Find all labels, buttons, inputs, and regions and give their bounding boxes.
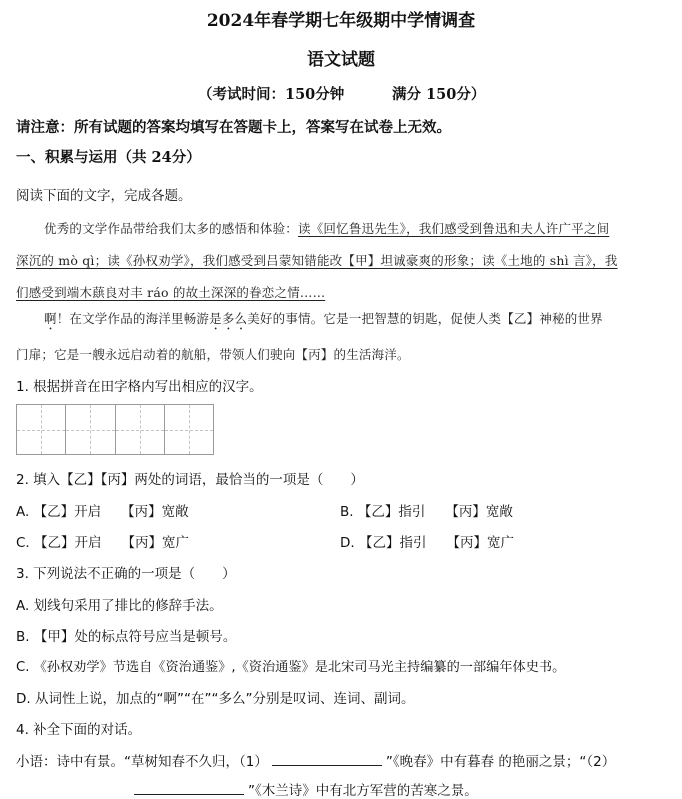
passage-line-4 <box>44 309 603 333</box>
dotted-word-duome: 多么 <box>221 311 248 326</box>
passage-intro: 优秀的文学作品带给我们太多的感悟和体验： <box>44 221 299 236</box>
q4-dialogue-line-2: ”《木兰诗》中有北方军营的苦寒之景。 <box>130 779 478 799</box>
exam-subtitle: 语文试题 <box>307 50 375 70</box>
answer-blank-1[interactable] <box>272 753 382 766</box>
passage-line-2: 深沉的 mò qì；读《孙权劝学》，我们感受到吕蒙知错能改【甲】坦诚豪爽的形象；读《土地的 shì 言》，我 <box>16 253 618 268</box>
grid-cell[interactable] <box>17 405 66 454</box>
question-1: 1. 根据拼音在田字格内写出相应的汉字。 <box>16 379 263 395</box>
exam-title: 2024年春学期七年级期中学情调查 <box>206 11 476 31</box>
passage-line-3: 们感受到端木蕻良对丰 ráo 的故土深深的眷恋之情…… <box>16 285 326 300</box>
q4-dialogue-line-1: 小语：诗中有景。“草树知春不久归，（1） ”《晚春》中有暮春 的艳丽之景；“（2） <box>16 754 616 770</box>
answer-blank-2[interactable] <box>134 782 244 795</box>
underlined-sentence-1: 读《回忆鲁迅先生》，我们感受到鲁迅和夫人许广平之间 <box>298 221 610 236</box>
exam-time: （考试时间：150分钟 <box>198 86 345 103</box>
full-score: 满分 150分） <box>392 86 486 103</box>
q3-option-d[interactable]: D. 从词性上说，加点的“啊”“在”“多么”分别是叹词、连词、副词。 <box>16 691 415 707</box>
exam-notice: 请注意：所有试题的答案均填写在答题卡上，答案写在试卷上无效。 <box>16 119 451 136</box>
grid-cell[interactable] <box>116 405 165 454</box>
tianzige-grid[interactable] <box>16 404 214 455</box>
dotted-word-zai: 是 <box>209 311 222 326</box>
grid-cell[interactable] <box>165 405 213 454</box>
passage-text-b: ！在文学作品的海洋里畅游 <box>56 311 210 326</box>
question-2: 2. 填入【乙】【丙】两处的词语，最恰当的一项是（ ） <box>16 472 364 488</box>
q2-option-a[interactable]: A. 【乙】开启 【丙】宽敞 <box>16 504 189 520</box>
question-4: 4. 补全下面的对话。 <box>16 722 142 738</box>
passage-line-5: 门扉；它是一艘永远启动着的航船，带领人们驶向【丙】的生活海洋。 <box>16 347 410 362</box>
passage-line-1 <box>44 219 609 237</box>
dotted-word-a: 啊 <box>44 311 57 326</box>
q3-option-b[interactable]: B. 【甲】处的标点符号应当是顿号。 <box>16 629 237 645</box>
question-3: 3. 下列说法不正确的一项是（ ） <box>16 566 236 582</box>
passage-text-e: 美好的事情。它是一把智慧的钥匙，促使人类【乙】神秘的世界 <box>247 311 603 326</box>
section-title: 一、积累与运用（共 24分） <box>16 149 201 166</box>
reading-instruction: 阅读下面的文字，完成各题。 <box>16 188 192 204</box>
grid-cell[interactable] <box>66 405 115 454</box>
q2-option-c[interactable]: C. 【乙】开启 【丙】宽广 <box>16 535 190 551</box>
q3-option-c[interactable]: C. 《孙权劝学》节选自《资治通鉴》,《资治通鉴》是北宋司马光主持编纂的一部编年体史书。 <box>16 660 566 675</box>
q2-option-b[interactable]: B. 【乙】指引 【丙】宽敞 <box>340 504 513 520</box>
q2-option-d[interactable]: D. 【乙】指引 【丙】宽广 <box>340 535 514 551</box>
q3-option-a[interactable]: A. 划线句采用了排比的修辞手法。 <box>16 598 223 614</box>
